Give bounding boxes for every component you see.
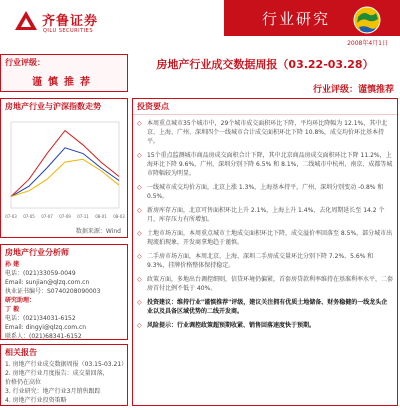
summary-point-text: 一线城市成交均价方面，北京上涨 1.3%，上海基本持平，广州、深圳分别变动 -0.8% 和 0.5%。 — [147, 184, 384, 200]
investment-summary — [132, 98, 398, 406]
x-tick-label: 07-09 — [59, 214, 71, 219]
analyst-line: 执业证书编号：S0740208090003 — [5, 288, 101, 295]
related-report-link[interactable]: 1. 房地产行业成交数据周报（03.15-03.21） — [5, 361, 127, 368]
brand-mark-icon — [14, 10, 38, 32]
x-tick-label: 08-03 — [113, 214, 125, 219]
trend-chart-box — [0, 98, 128, 238]
arrow-right-icon: ◇ — [137, 207, 142, 214]
summary-list — [133, 115, 397, 330]
report-title: 房地产行业成交数据周报（03.22-03.28） — [156, 58, 374, 71]
summary-title: 投资要点 — [133, 99, 397, 115]
related-report-link[interactable]: 3. 行业研究：地产行业3月销售跟踪 — [5, 388, 101, 395]
arrow-right-icon: ◇ — [137, 120, 142, 127]
x-tick-label: 07-03 — [5, 214, 17, 219]
main-rating-label: 行业评级： — [312, 85, 358, 95]
arrow-right-icon: ◇ — [137, 299, 142, 306]
analyst-line: Email: sunjian@qlzq.com.cn — [5, 279, 90, 286]
summary-point-text: 风险提示：行业调控政策超预期收紧、销售回落速度快于预期。 — [147, 322, 316, 329]
analyst-line: 电话：(021)34031-6152 — [5, 315, 76, 322]
analyst-line: 丁 毅 — [5, 306, 20, 313]
summary-point — [137, 183, 393, 201]
chart-source: 数据来源：Wind — [75, 228, 121, 235]
summary-point — [137, 119, 393, 146]
summary-point — [137, 206, 393, 224]
arrow-right-icon: ◇ — [137, 322, 142, 329]
sidebar — [0, 48, 128, 410]
main-content — [132, 48, 398, 410]
trend-chart — [1, 114, 125, 224]
x-tick-label: 07-11 — [77, 214, 89, 219]
related-report-link[interactable]: 4. 房地产行业投资策略 — [5, 397, 67, 404]
summary-point-text: 本周重点城市35个城市中，29个城市成交面积环比下降，平均环比降幅为 12.1%，其中北京、上海、广州、深圳四个一线城市合计成交面积环比下降 10.8%，成交均价环比基本持平。 — [147, 120, 388, 145]
arrow-right-icon: ◇ — [137, 276, 142, 283]
globe-icon — [352, 5, 382, 35]
summary-point — [137, 229, 393, 247]
summary-point — [137, 275, 393, 293]
analyst-line: 研究助理： — [5, 297, 36, 304]
rating-title: 行业评级： — [5, 58, 45, 67]
related-report-link[interactable]: 价格仍在高位 — [5, 379, 42, 386]
x-tick-label: 08-01 — [95, 214, 107, 219]
analyst-line: 电话：(021)33059-0049 — [5, 270, 76, 277]
report-category: 行业研究 — [262, 10, 331, 28]
summary-point-text: 政策方面，多地出台调控细则，信贷环境仍偏紧，首套房贷款利率维持在基准利率水平，二套房首付比例不低于 40%。 — [147, 276, 394, 292]
main-rating — [313, 82, 394, 95]
related-reports-box — [0, 344, 128, 406]
brand-name: 齐鲁证券 — [42, 14, 99, 29]
arrow-right-icon: ◇ — [137, 253, 142, 260]
summary-point — [137, 151, 393, 178]
x-tick-label: 07-05 — [23, 214, 35, 219]
analyst-line: 联系人：(021)68341-6152 — [5, 333, 82, 340]
arrow-right-icon: ◇ — [137, 152, 142, 159]
arrow-right-icon: ◇ — [137, 230, 142, 237]
report-header — [0, 0, 400, 46]
analyst-line: 孙 建 — [5, 261, 20, 268]
analyst-line: Email: dingyi@qlzq.com.cn — [5, 324, 87, 331]
summary-point — [137, 298, 393, 316]
x-tick-label: 07-07 — [41, 214, 53, 219]
chart-title: 房地产行业与沪深指数走势 — [5, 102, 101, 111]
brand-subtitle: QILU SECURITIES — [43, 28, 93, 34]
summary-point-text: 二手房市场方面，本周北京、上海、深圳二手房成交量环比分别下降 7.2%、5.6% 和 9.3%，挂牌价格整体保持稳定。 — [147, 253, 374, 269]
arrow-right-icon: ◇ — [137, 184, 142, 191]
rating-value: 谨慎推荐 — [32, 77, 96, 88]
summary-point-text: 15个重点监测城市商品房成交面积合计下降，其中北京商品房成交面积环比下降 11.2%，上海环比下降 9.6%，广州、深圳分别下降 6.5% 和 8.1%，二线城市中杭州、南京、成都等城市降幅较为明显。 — [147, 152, 393, 177]
summary-point-text: 新房库存方面，北京可售面积环比上升 2.1%，上海上升 1.4%，去化周期延长至 14.2 个月，库存压力有所增加。 — [147, 207, 385, 223]
report-date: 2008年4月1日 — [347, 40, 388, 47]
related-report-link[interactable]: 2. 房地产行业月度报告：成交量回落， — [5, 370, 109, 377]
chart-frame — [11, 122, 119, 208]
rating-box — [0, 54, 128, 92]
series-line — [11, 159, 119, 196]
related-title: 相关报告 — [5, 348, 37, 357]
main-rating-value: 谨慎推荐 — [357, 85, 394, 95]
summary-point — [137, 252, 393, 270]
summary-point-text: 土地市场方面，本周重点城市土地成交面积环比下降，成交溢价率回落至 8.5%，部分城市出现流拍现象，开发商拿地趋于谨慎。 — [147, 230, 393, 246]
analyst-title: 房地产行业分析师 — [5, 248, 69, 257]
analyst-box — [0, 244, 128, 340]
brand-logo — [10, 6, 122, 38]
summary-point — [137, 321, 393, 330]
series-line — [11, 131, 119, 197]
summary-point-text: 投资建议：维持行业"谨慎推荐"评级，建议关注拥有优质土地储备、财务稳健的一线龙头企业以及具备区域优势的二线开发商。 — [147, 299, 388, 315]
